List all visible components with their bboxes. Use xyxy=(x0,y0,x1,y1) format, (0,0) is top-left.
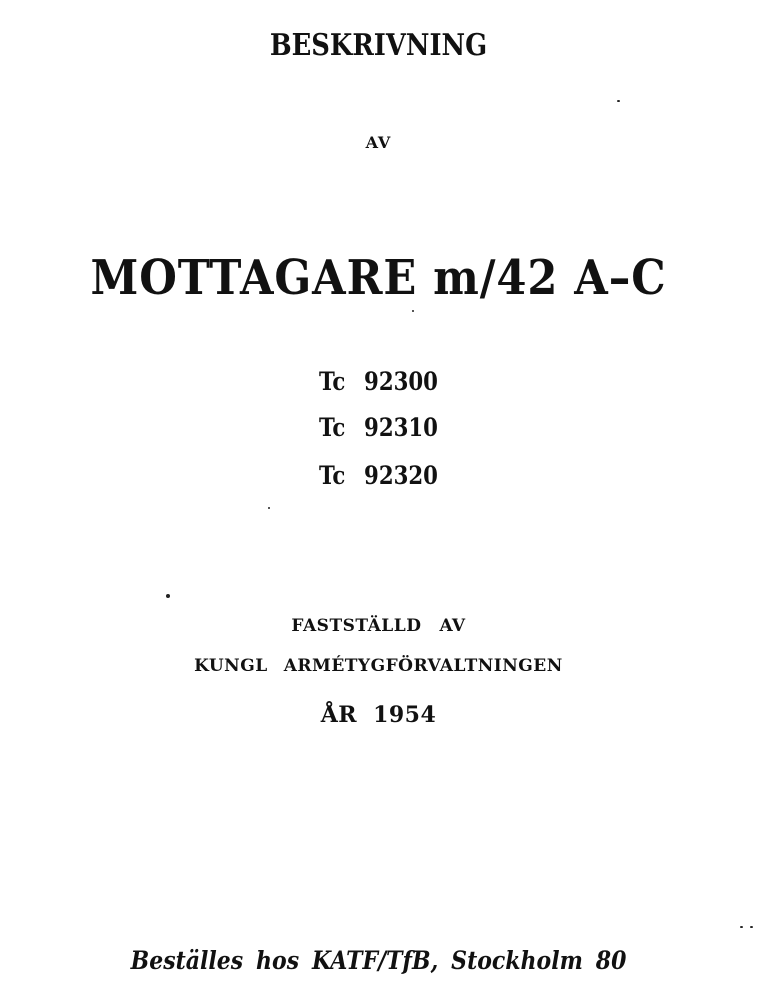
code-prefix: Tc xyxy=(319,461,346,490)
authority-word: AV xyxy=(439,616,466,636)
code-line xyxy=(57,367,700,396)
scan-speck xyxy=(617,100,620,102)
scan-speck xyxy=(412,310,414,312)
document-title: MOTTAGARE m/42 A–C xyxy=(90,250,667,306)
scan-speck xyxy=(268,507,270,509)
authority-word: ÅR xyxy=(320,702,358,728)
code-number: 92320 xyxy=(364,461,438,490)
code-line xyxy=(57,413,700,442)
code-prefix: Tc xyxy=(319,367,346,396)
authority-word: KUNGL xyxy=(194,656,268,676)
authority-year: 1954 xyxy=(373,702,437,728)
code-prefix: Tc xyxy=(319,413,346,442)
scan-speck xyxy=(750,926,753,928)
scan-speck xyxy=(166,594,170,598)
preposition-text: AV xyxy=(365,133,392,152)
code-number: 92310 xyxy=(364,413,438,442)
authority-year-line xyxy=(0,702,757,728)
authority-word: ARMÉTYGFÖRVALTNINGEN xyxy=(283,656,563,676)
authority-line-1 xyxy=(0,616,757,636)
document-heading: BESKRIVNING xyxy=(269,28,488,63)
scan-speck xyxy=(740,926,743,928)
ordering-footer: Beställes hos KATF/TfB, Stockholm 80 xyxy=(130,946,627,975)
code-number: 92300 xyxy=(364,367,438,396)
authority-line-2 xyxy=(0,656,757,676)
code-line xyxy=(57,461,700,490)
authority-word: FASTSTÄLLD xyxy=(291,616,422,636)
